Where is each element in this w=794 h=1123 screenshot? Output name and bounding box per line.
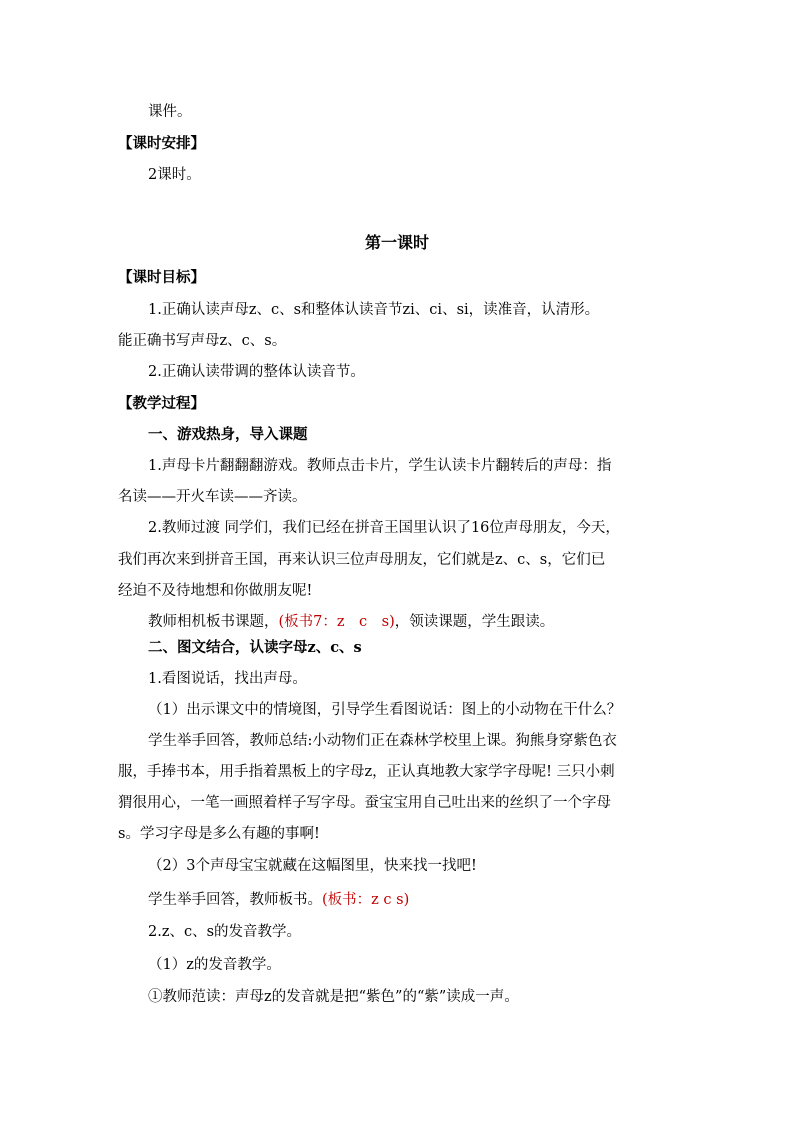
section-1-heading: 一、游戏热身，导入课题: [148, 426, 308, 443]
s2-p2: （1）出示课文中的情境图，引导学生看图说话：图上的小动物在干什么？: [148, 702, 622, 718]
goal-1-line-2: 能正确书写声母z、c、s。: [118, 333, 287, 349]
s2-p3-line-4: s。学习字母是多么有趣的事啊!: [118, 826, 320, 842]
goal-1-line-1: 1.正确认读声母z、c、s和整体认读音节zi、ci、si，读准音，认清形。: [148, 302, 600, 318]
s1-p2-line-1: 2.教师过渡 同学们，我们已经在拼音王国里认识了16位声母朋友，今天，: [148, 520, 620, 536]
lesson-title: 第一课时: [364, 233, 429, 252]
goals-heading: 【课时目标】: [118, 269, 205, 286]
s2-p5: [148, 890, 409, 910]
s1-p3-before: 教师相机板书课题，: [148, 614, 279, 630]
board-note-letters: (板书：z c s): [322, 892, 410, 908]
s2-p8: ①教师范读：声母z的发音就是把“紫色”的“紫”读成一声。: [148, 989, 519, 1005]
s2-p3-line-2: 服，手捧书本，用手指着黑板上的字母z，正认真地教大家学字母呢! 三只小刺: [118, 764, 615, 780]
s2-p5-before: 学生举手回答，教师板书。: [148, 892, 322, 908]
schedule-value: 2课时。: [148, 167, 201, 183]
s1-p2-line-3: 经迫不及待地想和你做朋友呢!: [118, 583, 313, 599]
process-heading: 【教学过程】: [118, 395, 205, 412]
goal-2: 2.正确认读带调的整体认读音节。: [148, 364, 365, 380]
board-note-title: (板书7：z c s): [278, 614, 395, 630]
s2-p4: （2）3个声母宝宝就藏在这幅图里，快来找一找吧!: [148, 858, 477, 874]
s1-p2-line-2: 我们再次来到拼音王国，再来认识三位声母朋友，它们就是z、c、s，它们已: [118, 552, 606, 568]
s2-p3-line-1: 学生举手回答，教师总结:小动物们正在森林学校里上课。狗熊身穿紫色衣: [148, 733, 617, 749]
s2-p3-line-3: 猬很用心，一笔一画照着样子写字母。蚕宝宝用自己吐出来的丝织了一个字母: [118, 795, 611, 811]
s2-p1: 1.看图说话，找出声母。: [148, 671, 307, 687]
s1-p3: [148, 612, 554, 632]
schedule-heading: 【课时安排】: [118, 135, 205, 152]
s2-p7: （1）z的发音教学。: [148, 957, 281, 973]
s1-p1-line-1: 1.声母卡片翻翻翻游戏。教师点击卡片，学生认读卡片翻转后的声母：指: [148, 458, 612, 474]
section-2-heading: 二、图文结合，认读字母z、c、s: [148, 639, 362, 656]
s1-p1-line-2: 名读——开火车读——齐读。: [118, 489, 307, 505]
courseware-text: 课件。: [148, 104, 192, 120]
s1-p3-after: ，领读课题，学生跟读。: [394, 614, 555, 630]
s2-p6: 2.z、c、s的发音教学。: [148, 924, 302, 940]
